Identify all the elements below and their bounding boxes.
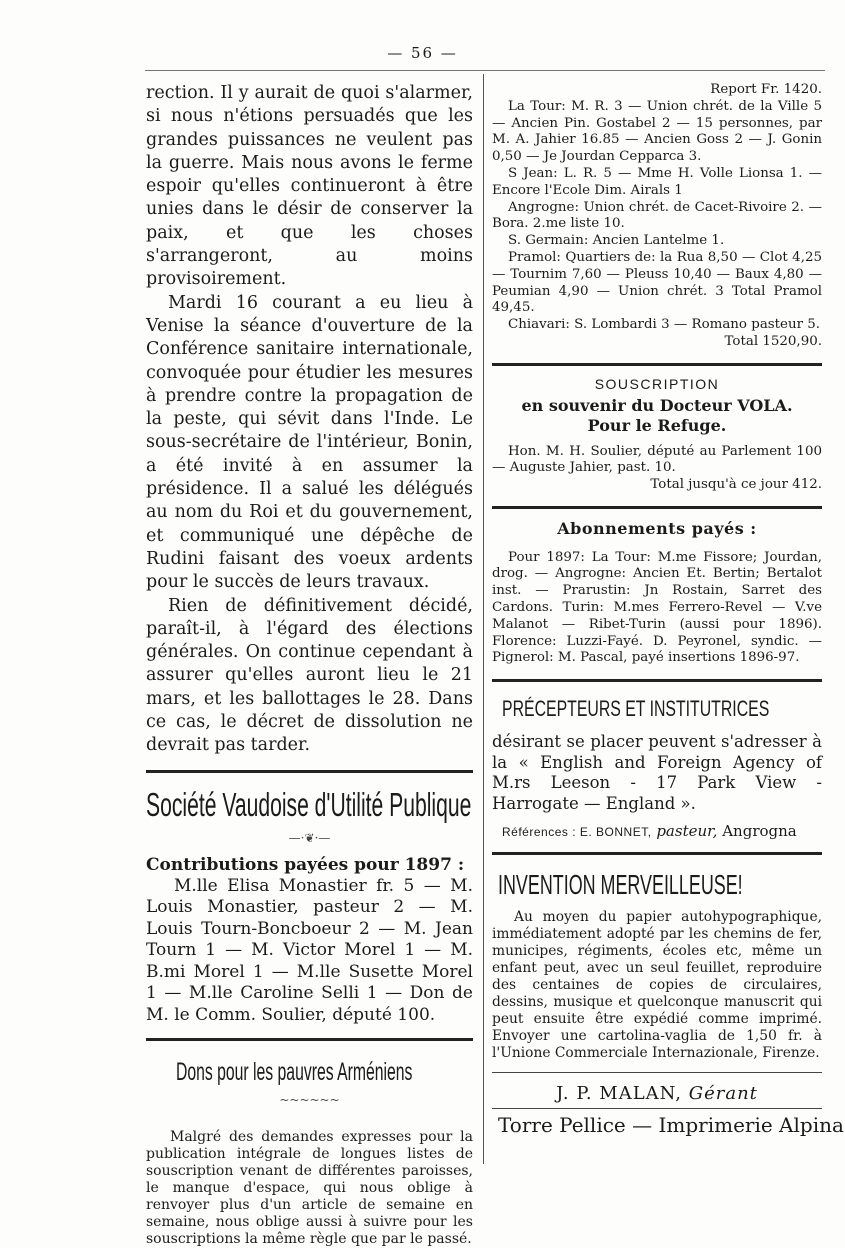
- invention-title: INVENTION MERVEILLEUSE!: [498, 869, 743, 901]
- ornament: ~~~~~~: [279, 1093, 340, 1108]
- gerant-name: J. P. MALAN,: [556, 1083, 682, 1105]
- references-label: Références : E. BONNET,: [502, 825, 652, 840]
- references-line: [502, 822, 822, 840]
- article-paragraph: Rien de définitivement décidé, paraît-il, à l'égard des élections générales. On continue cependant à assurer qu'elles auront lieu le 21 mars, et les ballottages le 28. Dans ce cas, le décret de dissolution ne devrait pas tarder.: [146, 595, 473, 756]
- section-rule: [492, 679, 822, 682]
- report-line: Angrogne: Union chrét. de Cacet-Rivoire 2. — Bora. 2.me liste 10.: [492, 199, 822, 232]
- souscription-title: en souvenir du Docteur VOLA.: [521, 395, 793, 415]
- section-rule: [146, 1038, 473, 1041]
- invention-text: Au moyen du papier autohypographique, immédiatement adopté par les chemins de fer, municipes, régiments, écoles etc, même un enfant peut, avec un seul feuillet, reproduire des centaines de copies de circulaires, dessins, musique et quelconque manuscrit qui peut ensuite être expédié comme imprimé. Envoyer une cartolina-vaglia de 1,50 fr. à l'Unione Commerciale Internazionale, Firenze.: [492, 909, 822, 1062]
- report-line: Chiavari: S. Lombardi 3 — Romano pasteur 5.: [508, 317, 821, 333]
- dons-title: Dons pour les pauvres Arméniens: [176, 1058, 413, 1087]
- dons-text: Malgré des demandes expresses pour la publication intégrale de longues listes de souscription venant de différentes paroisses, le manque d'espace, qui nous oblige à renvoyer plus d'un article de semaine en semaine, nous oblige aussi à suivre pour les souscriptions la même règle que par le passé.: [146, 1129, 473, 1248]
- page-number: — 56 —: [387, 44, 458, 62]
- report-total: Total 1520,90.: [724, 333, 822, 349]
- left-column: [146, 82, 473, 1248]
- section-rule: [492, 506, 822, 509]
- contributions-heading: Contributions payées pour 1897 :: [146, 854, 465, 875]
- section-rule: [146, 770, 473, 773]
- footer: [492, 1083, 844, 1138]
- references-role: pasteur,: [656, 822, 718, 841]
- header-rule: [145, 70, 825, 71]
- report-line: S. Germain: Ancien Lantelme 1.: [508, 233, 725, 249]
- report-line: Pramol: Quartiers de: la Rua 8,50 — Clot 4,25 — Tournim 7,60 — Pleuss 10,40 — Baux 4,80 — Peumian 4,90 — Union chrét. 3 Total Pramol 49,45.: [492, 249, 822, 316]
- article-paragraph: Mardi 16 courant a eu lieu à Venise la séance d'ouverture de la Conférence sanitaire internationale, convoquée pour étudier les mesures à prendre contre la propagation de la peste, qui sévit dans l'Inde. Le sous-secrétaire de l'intérieur, Bonin, a été invité à en assumer la présidence. Il a salué les délégués au nom du Roi et du gouvernement, et communiqué une dépêche de Rudini faisant des voeux ardents pour le succès de leurs travaux.: [146, 292, 473, 593]
- report-line: La Tour: M. R. 3 — Union chrét. de la Ville 5 — Ancien Pin. Gostabel 2 — 15 personnes, par M. A. Jahier 16.85 — Ancien Goss 2 — J. Gonin 0,50 — Je Jourdan Cepparca 3.: [492, 98, 822, 165]
- precepteurs-title: PRÉCEPTEURS ET INSTITUTRICES: [502, 696, 770, 722]
- precepteurs-text: désirant se placer peuvent s'adresser à la « English and Foreign Agency of M.rs Leeson - 17 Park View - Harrogate — England ».: [492, 732, 822, 813]
- news-article: [146, 82, 473, 758]
- abonnements-title: Abonnements payés :: [557, 518, 757, 538]
- societe-title: Société Vaudoise d'Utilité Publique: [146, 785, 472, 823]
- column-divider: [483, 74, 484, 1164]
- footer-rule: [492, 1072, 822, 1073]
- right-column: [492, 82, 844, 1138]
- dons-section: [146, 1055, 473, 1248]
- ornament: —·❦·—: [288, 830, 331, 845]
- precepteurs-ad: [492, 696, 822, 840]
- abonnements-text: Pour 1897: La Tour: M.me Fissore; Jourdan, drog. — Angrogne: Ancien Et. Bertin; Bertalot inst. — Prarustin: Jn Rostain, Sarret des Cardons. Turin: M.mes Ferrero-Revel — V.ve Malanot — Ribet-Turin (aussi pour 1896). Florence: Luzzi-Fayé. D. Peyronel, syndic. — Pignerol: M. Pascal, payé insertions 1896-97.: [492, 549, 822, 666]
- invention-ad: [492, 869, 822, 1062]
- article-paragraph: rection. Il y aurait de quoi s'alarmer, si nous n'étions persuadés que les grandes puissances ne veulent pas la guerre. Mais nous avons le ferme espoir qu'elles continueront à être unies dans le désir de conserver la paix, et que les choses s'arrangeront, au moins provisoirement.: [146, 83, 473, 290]
- souscription-label: SOUSCRIPTION: [594, 375, 720, 392]
- souscription-section: [492, 376, 822, 494]
- references-place: Angrogna: [722, 822, 797, 841]
- gerant-line: [492, 1083, 822, 1104]
- report-header: Report Fr. 1420.: [710, 82, 822, 97]
- footer-rule: [492, 1108, 822, 1109]
- souscription-total: Total jusqu'à ce jour 412.: [650, 476, 822, 492]
- imprimerie-line: Torre Pellice — Imprimerie Alpina: [498, 1113, 844, 1138]
- report-line: S Jean: L. R. 5 — Mme H. Volle Lionsa 1. — Encore l'Ecole Dim. Airals 1: [492, 165, 822, 198]
- report-section: [492, 82, 822, 351]
- societe-section: [146, 783, 473, 1027]
- souscription-text: Hon. M. H. Soulier, député au Parlement 100 — Auguste Jahier, past. 10.: [492, 443, 822, 476]
- contributions-text: M.lle Elisa Monastier fr. 5 — M. Louis Monastier, pasteur 2 — M. Louis Tourn-Boncboeur 2 — M. Jean Tourn 1 — M. Victor Morel 1 — M. B.mi Morel 1 — M.lle Susette Morel 1 — M.lle Caroline Selli 1 — Don de M. le Comm. Soulier, député 100.: [146, 875, 473, 1025]
- abonnements-section: [492, 519, 822, 668]
- section-rule: [492, 852, 822, 855]
- gerant-role: Gérant: [688, 1083, 758, 1105]
- souscription-subtitle: Pour le Refuge.: [587, 415, 727, 435]
- section-rule: [492, 363, 822, 366]
